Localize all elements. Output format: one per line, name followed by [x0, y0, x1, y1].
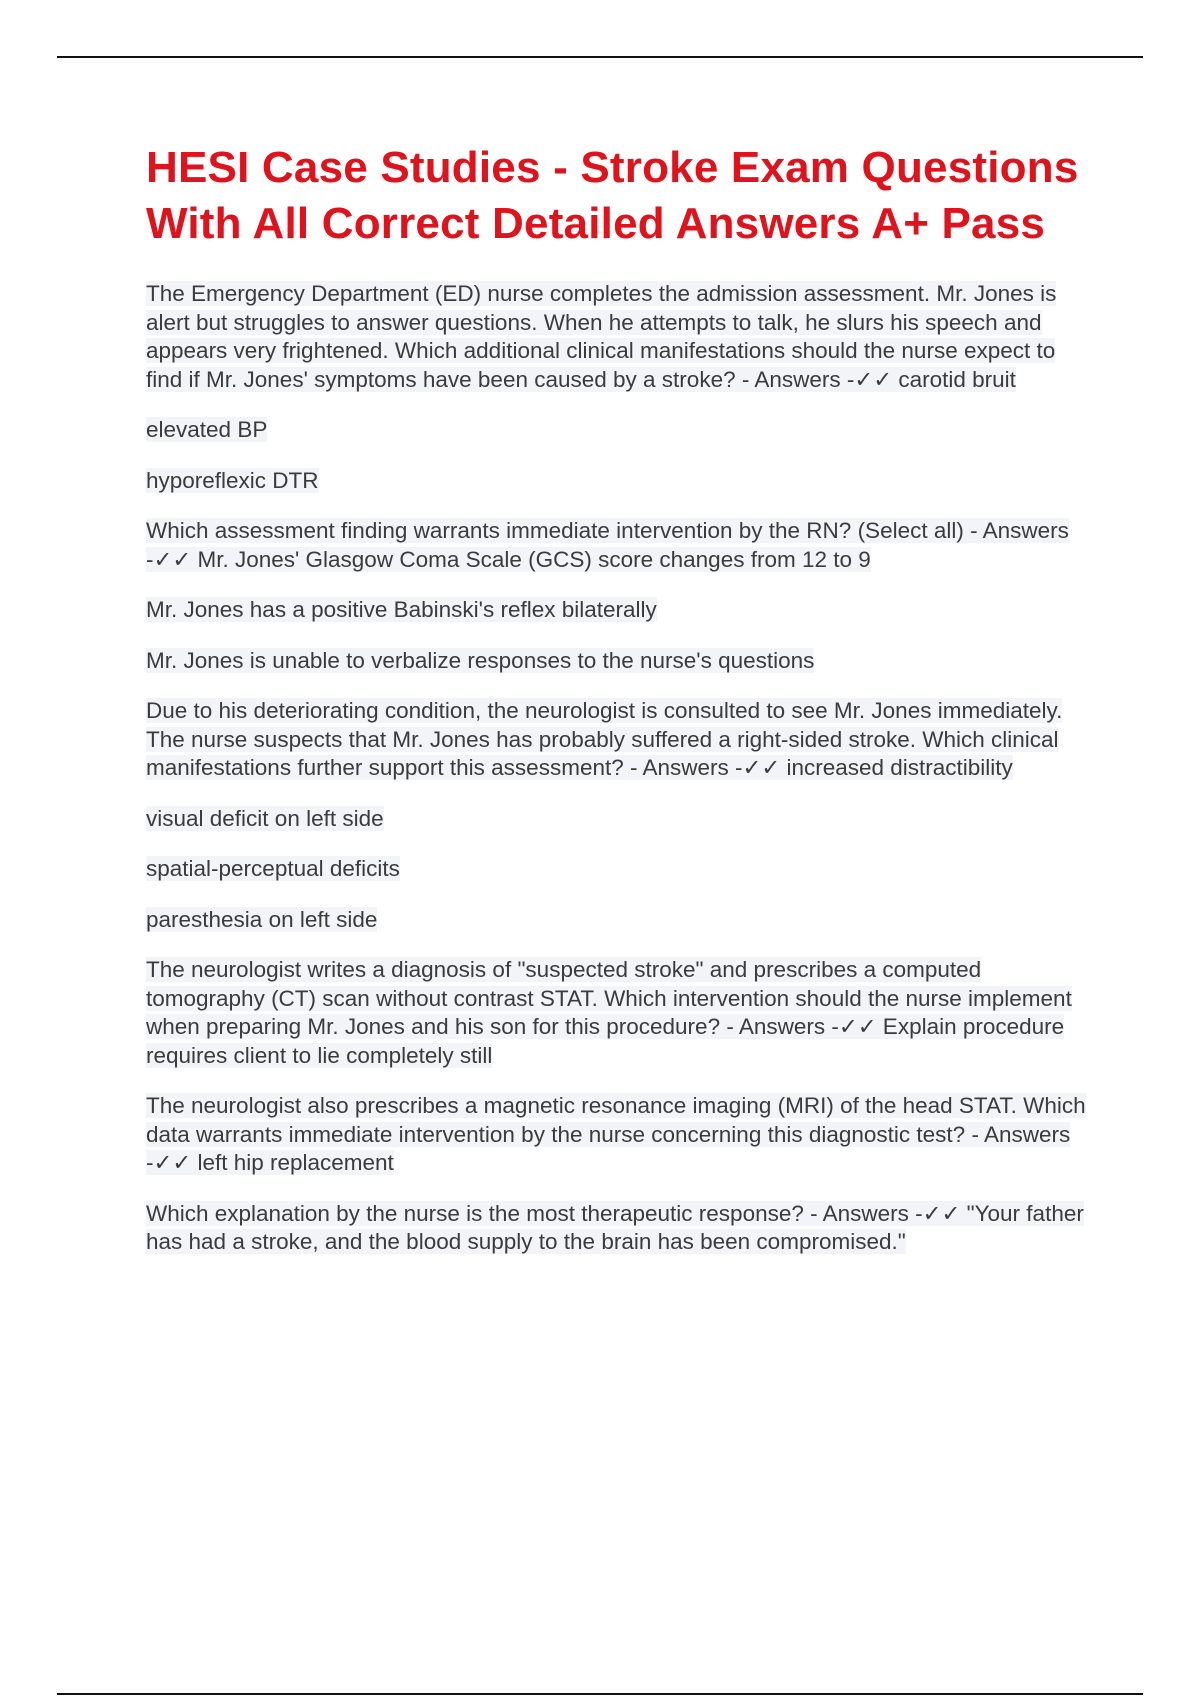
question-paragraph	[146, 517, 1096, 574]
answer-option	[146, 906, 1096, 935]
paragraph-text: Due to his deteriorating condition, the neurologist is consulted to see Mr. Jones immediately. The nurse suspects that Mr. Jones has probably suffered a right-sided stroke. Which clinical manifestations further support this assessment? - Answers -✓✓ increased distractibility	[146, 698, 1063, 780]
paragraph-text: elevated BP	[146, 417, 268, 442]
question-paragraph	[146, 1200, 1096, 1257]
question-paragraph	[146, 697, 1096, 783]
paragraph-text: Mr. Jones is unable to verbalize responses to the nurse's questions	[146, 647, 815, 673]
paragraph-text: paresthesia on left side	[146, 906, 378, 932]
top-rule	[57, 56, 1143, 58]
bottom-rule	[57, 1693, 1143, 1695]
question-paragraph	[146, 280, 1096, 394]
document-title: HESI Case Studies - Stroke Exam Questions With All Correct Detailed Answers A+ Pass	[146, 143, 1079, 248]
question-paragraph	[146, 956, 1096, 1070]
answer-option	[146, 855, 1096, 884]
paragraph-text: hyporeflexic DTR	[146, 467, 319, 493]
answer-option	[146, 596, 1096, 625]
answer-option	[146, 805, 1096, 834]
paragraph-text: Mr. Jones has a positive Babinski's reflex bilaterally	[146, 597, 657, 622]
paragraph-text: The neurologist writes a diagnosis of "suspected stroke" and prescribes a computed tomography (CT) scan without contrast STAT. Which intervention should the nurse implement when preparing Mr. Jones and his son for this procedure? - Answers -✓✓ Explain procedure requires client to lie completely still	[146, 957, 1072, 1068]
paragraph-text: spatial-perceptual deficits	[146, 856, 400, 881]
paragraph-text: Which assessment finding warrants immediate intervention by the RN? (Select all) - Answers -✓✓ Mr. Jones' Glasgow Coma Scale (GCS) score changes from 12 to 9	[146, 518, 1069, 572]
paragraph-text: Which explanation by the nurse is the most therapeutic response? - Answers -✓✓ "Your father has had a stroke, and the blood supply to the brain has been compromised."	[146, 1200, 1084, 1254]
answer-option	[146, 416, 1096, 445]
paragraph-text: visual deficit on left side	[146, 805, 384, 831]
question-paragraph	[146, 1092, 1096, 1178]
answer-option	[146, 647, 1096, 676]
answer-option	[146, 467, 1096, 496]
paragraph-text: The Emergency Department (ED) nurse completes the admission assessment. Mr. Jones is alert but struggles to answer questions. When he attempts to talk, he slurs his speech and appears very frightened. Which additional clinical manifestations should the nurse expect to find if Mr. Jones' symptoms have been caused by a stroke? - Answers -✓✓ carotid bruit	[146, 281, 1057, 392]
paragraph-text: The neurologist also prescribes a magnetic resonance imaging (MRI) of the head STAT. Which data warrants immediate intervention by the nurse concerning this diagnostic test? - Answers -✓✓ left hip replacement	[146, 1093, 1086, 1175]
document-body	[146, 140, 1096, 1279]
